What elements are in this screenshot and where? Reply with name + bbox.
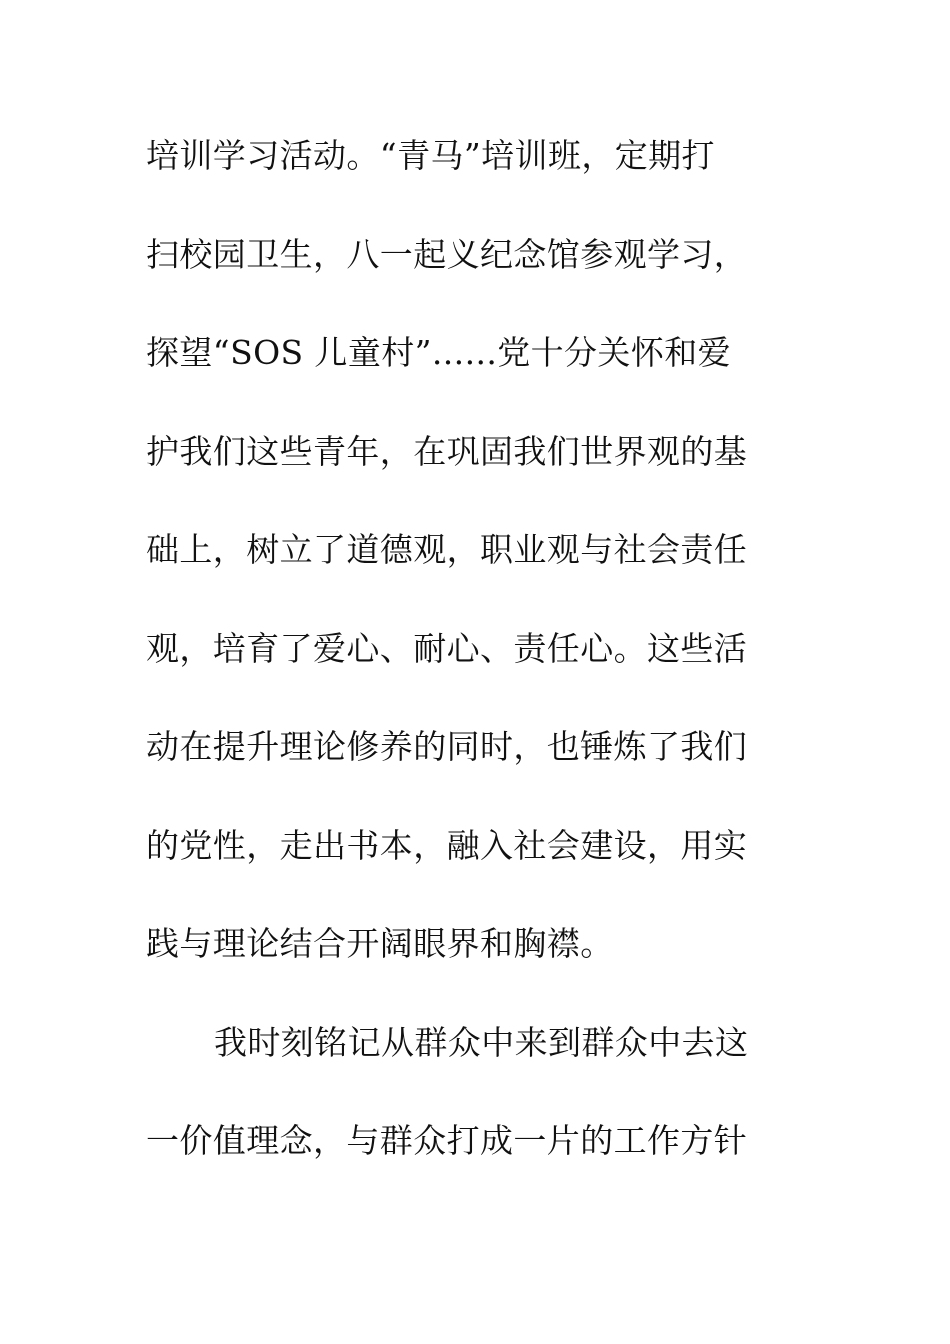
- paragraph-2: [146, 1015, 806, 1212]
- text-line: 探望“SOS 儿童村”......党十分关怀和爱: [146, 333, 732, 372]
- text-line: 践与理论结合开阔眼界和胸襟。: [146, 924, 614, 963]
- text-line-indented: 我时刻铭记从群众中来到群众中去这: [214, 1022, 749, 1062]
- body-text: [146, 128, 806, 1212]
- text-line: 观，培育了爱心、耐心、责任心。这些活: [146, 628, 748, 668]
- text-line: 动在提升理论修养的同时，也锤炼了我们: [146, 727, 748, 766]
- text-line: 一价值理念，与群众打成一片的工作方针: [146, 1121, 748, 1160]
- text-line: 培训学习活动。“青马”培训班，定期打: [146, 136, 715, 175]
- paragraph-1: [146, 128, 806, 1015]
- text-line: 础上，树立了道德观，职业观与社会责任: [146, 530, 748, 569]
- text-line: 护我们这些青年，在巩固我们世界观的基: [146, 431, 748, 471]
- text-line: 扫校园卫生，八一起义纪念馆参观学习，: [146, 234, 748, 274]
- text-line: 的党性，走出书本，融入社会建设，用实: [146, 825, 748, 865]
